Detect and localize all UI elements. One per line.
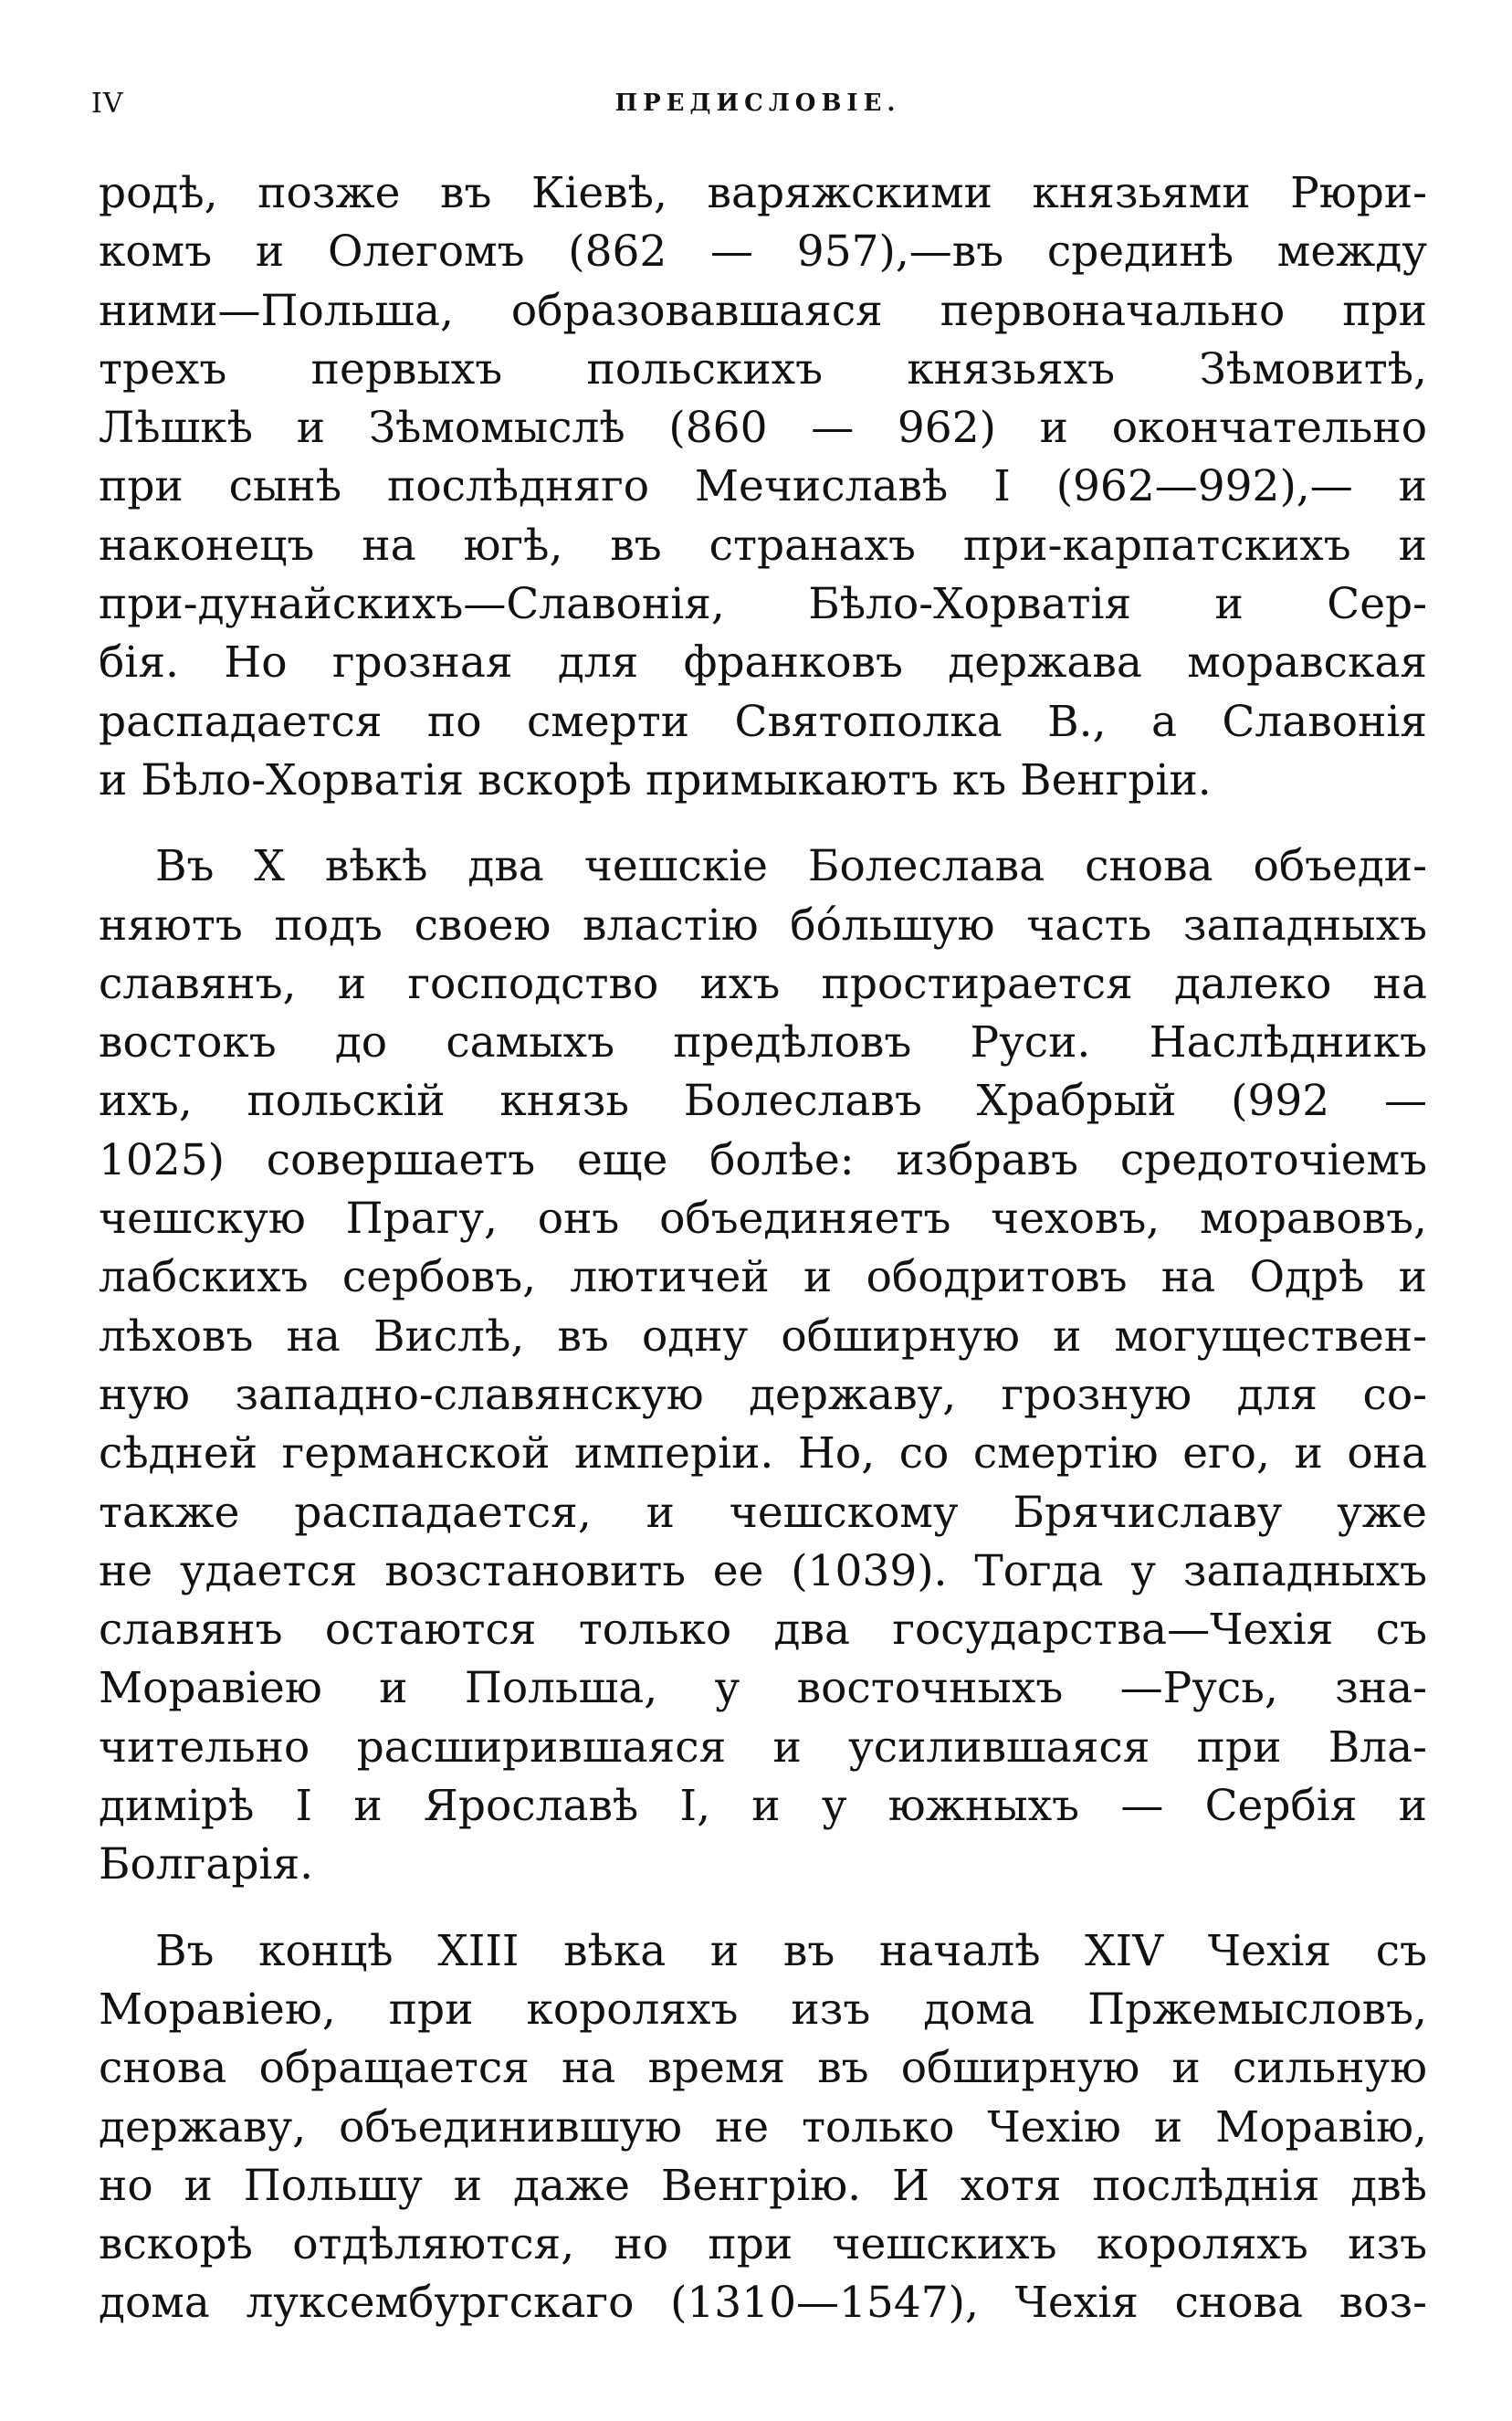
- text-line: трехъ первыхъ польскихъ князьяхъ Зѣмовитѣ,: [99, 343, 1427, 395]
- text-line: Моравіею, при короляхъ изъ дома Пржемысловъ,: [99, 1984, 1427, 2035]
- text-line: няютъ подъ своею властію бóльшую часть западныхъ: [99, 900, 1427, 951]
- text-line: Лѣшкѣ и Зѣмомыслѣ (860 — 962) и окончательно: [99, 403, 1427, 454]
- text-line: державу, объединившую не только Чехію и Моравію,: [99, 2101, 1427, 2153]
- text-line: родѣ, позже въ Кіевѣ, варяжскими князьями Рюри-: [99, 168, 1427, 218]
- text-line: но и Польшу и даже Венгрію. И хотя послѣднія двѣ: [99, 2160, 1427, 2211]
- text-line: димірѣ I и Ярославѣ I, и у южныхъ — Сербія и: [99, 1781, 1427, 1832]
- text-line: дома луксембургскаго (1310—1547), Чехія снова воз-: [99, 2278, 1427, 2329]
- text-line: также распадается, и чешскому Брячиславу уже: [99, 1487, 1427, 1538]
- paragraph-gap: [99, 810, 1427, 837]
- page-number: IV: [91, 88, 124, 120]
- text-line: не удается возстановить ее (1039). Тогда у западныхъ: [99, 1545, 1427, 1596]
- paragraph-2: [99, 837, 1427, 1894]
- text-line: при-дунайскихъ—Славонія, Бѣло-Хорватія и Сер-: [99, 579, 1427, 630]
- text-line: сѣдней германской имперіи. Но, со смертію его, и она: [99, 1428, 1427, 1479]
- text-line: распадается по смерти Святополка В., а Славонія: [99, 696, 1427, 747]
- text-line: Въ X вѣкѣ два чешскіе Болеслава снова объеди-: [155, 841, 1427, 892]
- text-line: чешскую Прагу, онъ объединяетъ чеховъ, моравовъ,: [99, 1194, 1427, 1245]
- text-line: Въ концѣ XIII вѣка и въ началѣ XIV Чехія съ: [155, 1925, 1427, 1976]
- running-head: [91, 88, 1424, 124]
- text-line: лабскихъ сербовъ, лютичей и ободритовъ на Одрѣ и: [99, 1252, 1427, 1303]
- text-line: 1025) совершаетъ еще болѣе: избравъ средоточіемъ: [99, 1134, 1427, 1185]
- text-line: комъ и Олегомъ (862 — 957),—въ срединѣ между: [99, 226, 1427, 278]
- body-text: [99, 164, 1427, 2333]
- text-line: ную западно-славянскую державу, грозную для со-: [99, 1369, 1427, 1420]
- text-line: славянъ остаются только два государства—Чехія съ: [99, 1605, 1427, 1656]
- paragraph-3: [99, 1922, 1427, 2333]
- text-line: славянъ, и господство ихъ простирается далеко на: [99, 958, 1427, 1009]
- text-line: ихъ, польскій князь Болеславъ Храбрый (992 —: [99, 1076, 1427, 1127]
- text-line: Моравіею и Польша, у восточныхъ —Русь, зна-: [99, 1663, 1427, 1714]
- text-line: чительно расширившаяся и усилившаяся при Вла-: [99, 1721, 1427, 1773]
- text-line: Болгарія.: [99, 1839, 314, 1890]
- paragraph-1: [99, 164, 1427, 810]
- text-line: при сынѣ послѣдняго Мечиславѣ I (962—992),— и: [99, 461, 1427, 512]
- text-line: востокъ до самыхъ предѣловъ Руси. Наслѣдникъ: [99, 1017, 1427, 1068]
- text-line: ними—Польша, образовавшаяся первоначально при: [99, 285, 1427, 336]
- text-line: бія. Но грозная для франковъ держава моравская: [99, 637, 1427, 689]
- text-line: наконецъ на югѣ, въ странахъ при-карпатскихъ и: [99, 520, 1427, 571]
- text-line: лѣховъ на Вислѣ, въ одну обширную и могуществен-: [99, 1310, 1427, 1362]
- text-line: снова обращается на время въ обширную и сильную: [99, 2043, 1427, 2094]
- text-line: вскорѣ отдѣляются, но при чешскихъ короляхъ изъ: [99, 2219, 1427, 2270]
- running-title: ПРЕДИСЛОВІЕ.: [614, 89, 901, 117]
- paragraph-gap: [99, 1895, 1427, 1922]
- text-line: и Бѣло-Хорватія вскорѣ примыкаютъ къ Венгріи.: [99, 754, 1212, 805]
